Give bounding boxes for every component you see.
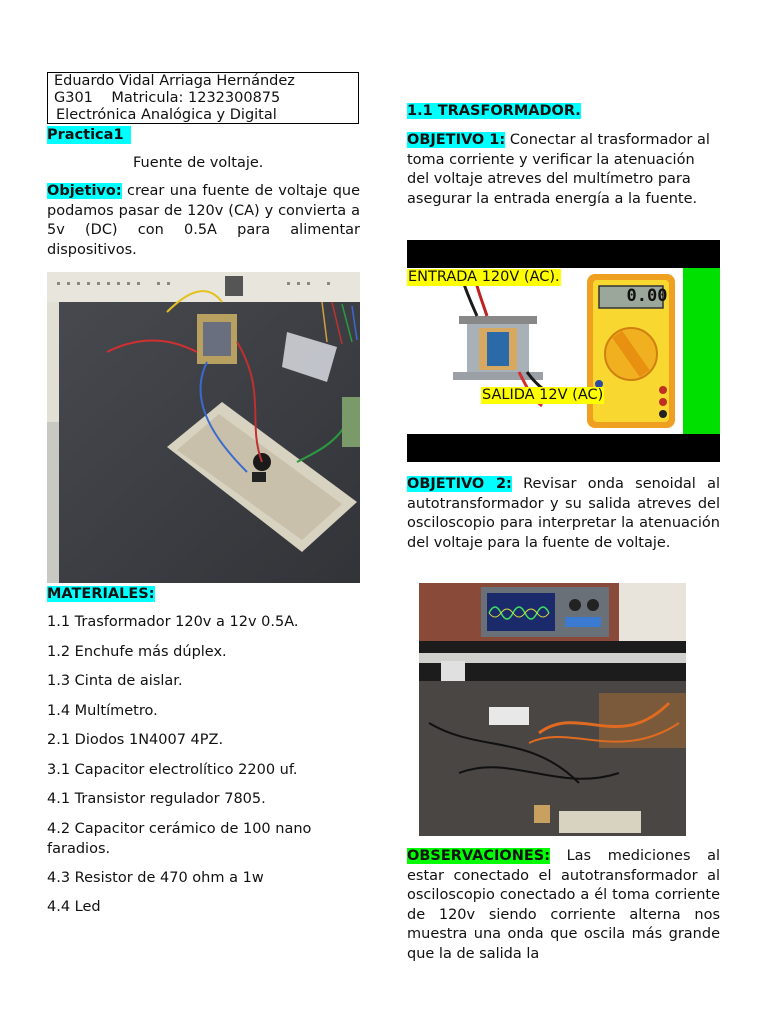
materials-title-wrap: [47, 585, 155, 603]
oscilloscope-photo: [419, 583, 686, 836]
observations-paragraph: [407, 847, 720, 965]
material-item: 4.4 Led: [47, 899, 101, 915]
material-item: 3.1 Capacitor electrolítico 2200 uf.: [47, 762, 298, 778]
observations-label: OBSERVACIONES:: [407, 848, 550, 864]
objective2-label: OBJETIVO 2:: [407, 476, 512, 492]
oscilloscope-illustration: [419, 583, 686, 836]
practice-title-wrap: [47, 126, 129, 144]
observations-text: Las mediciones al estar conectado el autotransformador al osciloscopio conectado a él toma corriente de 120v siendo corriente alterna nos muestra una onda que oscila más grande que la de salida la: [407, 848, 721, 962]
objective1-label: OBJETIVO 1:: [407, 132, 506, 148]
material-item: 1.1 Trasformador 120v a 12v 0.5A.: [47, 614, 299, 630]
meter-display: 0.00: [626, 286, 668, 306]
objective-paragraph: [47, 182, 360, 260]
input-label: ENTRADA 120V (AC).: [408, 269, 560, 285]
objective-text: crear una fuente de voltaje que podamos pasar de 120v (CA) y convierta a 5v (DC) con 0.5A para alimentar dispositivos.: [47, 183, 361, 258]
material-item: 4.2 Capacitor cerámico de 100 nano faradios.: [47, 821, 312, 857]
materials-title: MATERIALES:: [47, 586, 155, 602]
material-item: 4.1 Transistor regulador 7805.: [47, 791, 266, 807]
material-item: 1.3 Cinta de aislar.: [47, 673, 183, 689]
group-line: [54, 90, 358, 107]
matricula: Matricula: 1232300875: [111, 90, 281, 106]
course-name: Electrónica Analógica y Digital: [56, 107, 277, 123]
breadboard-illustration: [47, 272, 360, 583]
material-item: 1.2 Enchufe más dúplex.: [47, 644, 227, 660]
material-item: 4.3 Resistor de 470 ohm a 1w: [47, 870, 264, 886]
objective1-paragraph: [407, 131, 720, 209]
output-label: SALIDA 12V (AC): [482, 387, 604, 403]
subtitle: Fuente de voltaje.: [133, 155, 264, 171]
objective2-paragraph: [407, 475, 720, 553]
author-name: Eduardo Vidal Arriaga Hernández: [54, 73, 295, 89]
objective1-text: Conectar al trasformador al toma corriente y verificar la atenuación del voltaje atreves del multímetro para asegurar la entrada energía a la fuente.: [407, 132, 710, 207]
group-code: G301: [54, 90, 93, 106]
section-title: 1.1 TRASFORMADOR.: [407, 103, 581, 119]
objective-label: Objetivo:: [47, 183, 122, 199]
material-item: 2.1 Diodos 1N4007 4PZ.: [47, 732, 224, 748]
section-title-wrap: [407, 102, 581, 120]
objective2-text: Revisar onda senoidal al autotransformador y su salida atreves del osciloscopio para interpretar la atenuación del voltaje para la fuente de voltaje.: [407, 476, 720, 551]
author-box: [47, 72, 359, 124]
practice-title: Practica1: [47, 126, 131, 144]
material-item: 1.4 Multímetro.: [47, 703, 158, 719]
breadboard-photo: [47, 272, 360, 583]
transformer-multimeter-figure: [407, 240, 720, 462]
